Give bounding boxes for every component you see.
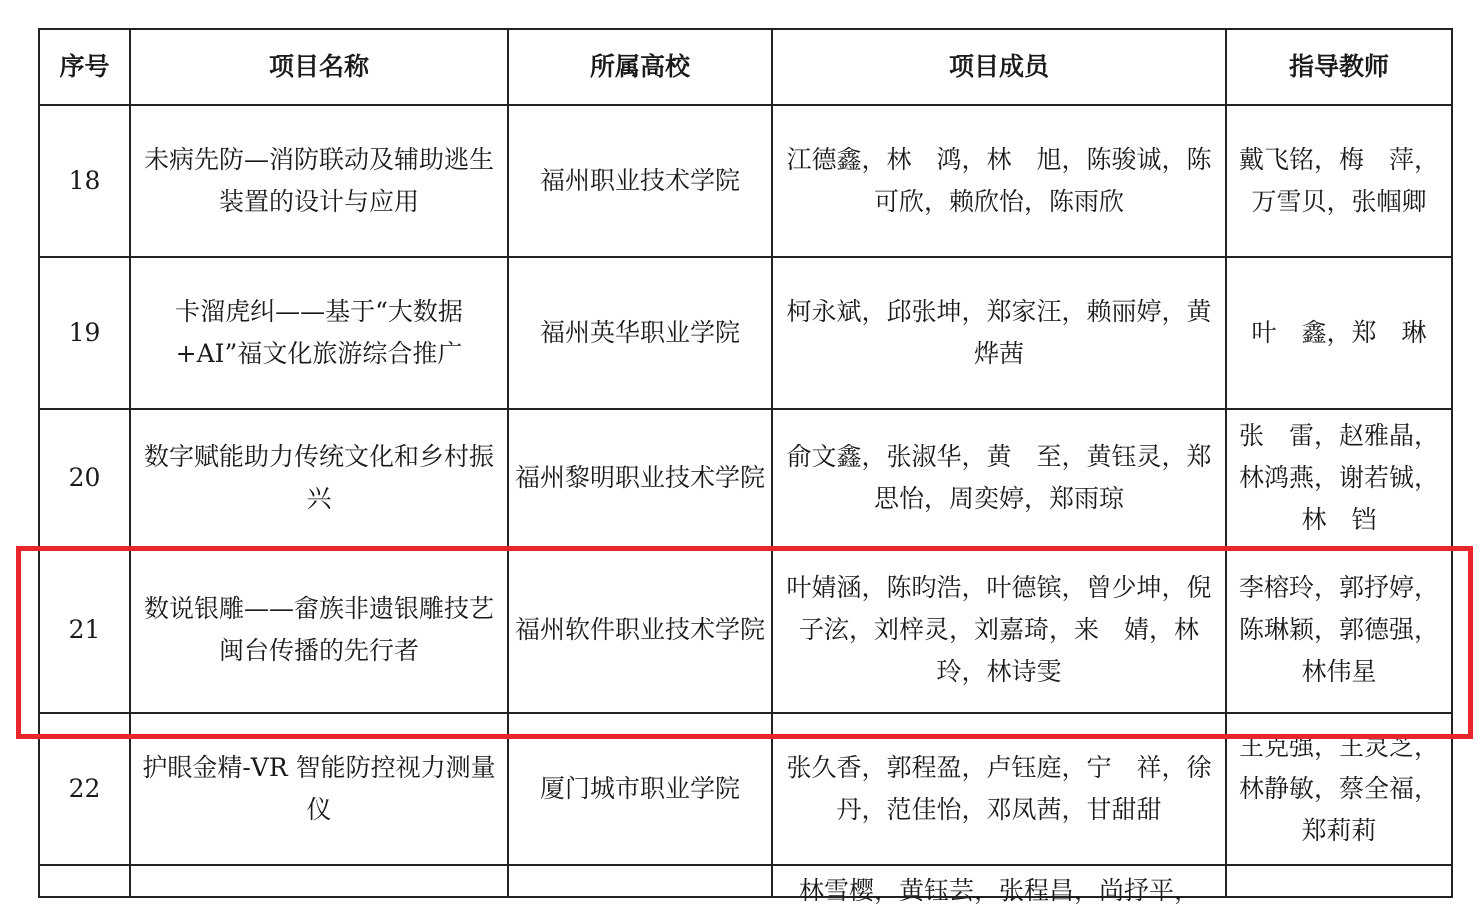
table-row-highlighted (39, 547, 1452, 713)
table-row-partial (39, 865, 1452, 897)
row-no (39, 865, 130, 897)
row-members: 叶婧涵，陈昀浩，叶德镔，曾少坤，倪子泫，刘梓灵，刘嘉琦，来 婧，林 玲，林诗雯 (772, 547, 1226, 713)
row-advisors: 李榕玲，郭抒婷，陈琳颖，郭德强，林伟星 (1226, 547, 1452, 713)
table-row (39, 409, 1452, 547)
row-no: 21 (39, 547, 130, 713)
header-advisors: 指导教师 (1226, 29, 1452, 105)
award-table (38, 28, 1453, 905)
row-project: 未病先防—消防联动及辅助逃生装置的设计与应用 (130, 105, 508, 257)
header-no: 序号 (39, 29, 130, 105)
row-project: 数说银雕——畲族非遗银雕技艺闽台传播的先行者 (130, 547, 508, 713)
table-row (39, 713, 1452, 865)
row-school: 厦门城市职业学院 (508, 713, 772, 865)
row-members: 江德鑫，林 鸿，林 旭，陈骏诚，陈可欣，赖欣怡，陈雨欣 (772, 105, 1226, 257)
header-project: 项目名称 (130, 29, 508, 105)
table-row (39, 105, 1452, 257)
row-project: 数字赋能助力传统文化和乡村振兴 (130, 409, 508, 547)
row-members: 张久香，郭程盈，卢钰庭，宁 祥，徐 丹，范佳怡，邓凤茜，甘甜甜 (772, 713, 1226, 865)
row-advisors: 戴飞铭，梅 萍，万雪贝，张帼卿 (1226, 105, 1452, 257)
row-no: 18 (39, 105, 130, 257)
row-advisors: 张 雷，赵雅晶，林鸿燕，谢若铖，林 铛 (1226, 409, 1452, 547)
row-advisors: 叶 鑫，郑 琳 (1226, 257, 1452, 409)
row-no: 20 (39, 409, 130, 547)
row-members: 柯永斌，邱张坤，郑家汪，赖丽婷，黄烨茜 (772, 257, 1226, 409)
row-no: 19 (39, 257, 130, 409)
row-school: 福州英华职业学院 (508, 257, 772, 409)
row-members: 俞文鑫，张淑华，黄 至，黄钰灵，郑思怡，周奕婷，郑雨琼 (772, 409, 1226, 547)
row-project: 护眼金精-VR 智能防控视力测量仪 (130, 713, 508, 865)
row-project (130, 865, 508, 897)
row-members-text: 林雪樱，黄钰芸，张程昌，尚抒平， (798, 876, 1199, 905)
row-members (772, 865, 1226, 905)
row-school: 福州软件职业技术学院 (508, 547, 772, 713)
row-school: 福州黎明职业技术学院 (508, 409, 772, 547)
row-school (508, 865, 772, 897)
table-row (39, 257, 1452, 409)
row-school: 福州职业技术学院 (508, 105, 772, 257)
row-advisors: 王克强，王灵芝，林静敏，蔡全福，郑莉莉 (1226, 713, 1452, 865)
row-project: 卡溜虎纠——基于“大数据+AI”福文化旅游综合推广 (130, 257, 508, 409)
header-members: 项目成员 (772, 29, 1226, 105)
row-advisors (1226, 865, 1452, 897)
row-no: 22 (39, 713, 130, 865)
header-school: 所属高校 (508, 29, 772, 105)
table-header-row (39, 29, 1452, 105)
